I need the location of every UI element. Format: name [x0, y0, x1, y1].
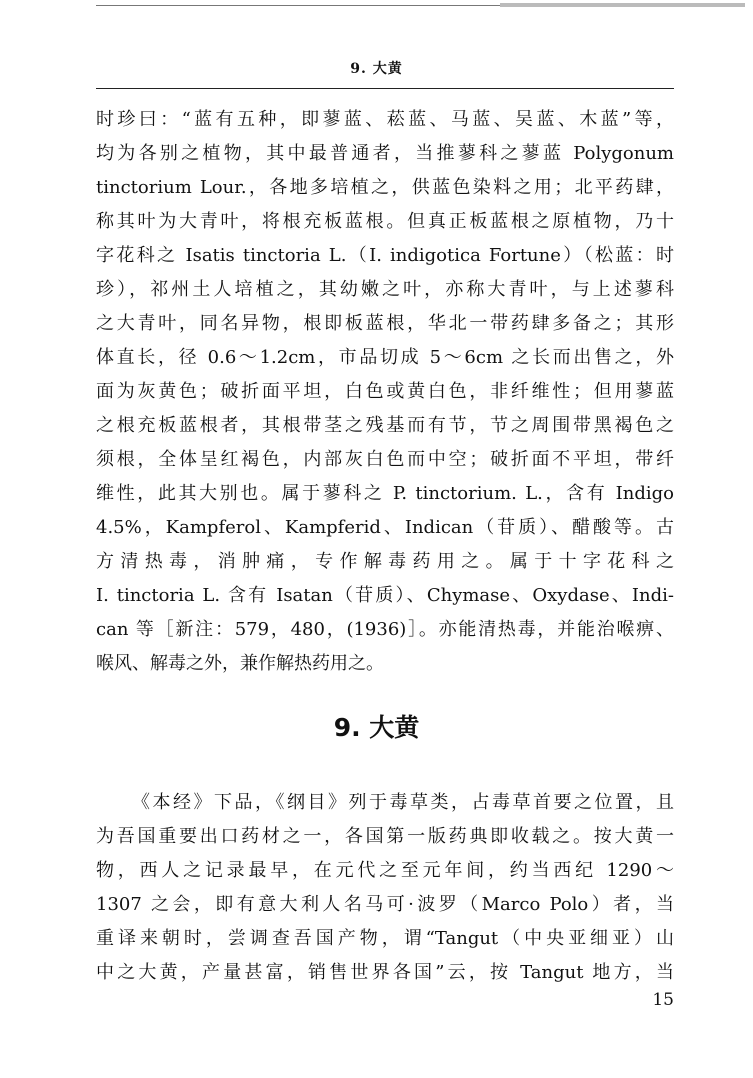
text-line: 1307 之会，即有意大利人名马可·波罗（Marco Polo）者，当	[96, 894, 674, 915]
text-line: 须根，全体呈红褐色，内部灰白色而中空；破折面不平坦，带纤	[96, 449, 674, 470]
text-line: 为吾国重要出口药材之一，各国第一版药典即收载之。按大黄一	[96, 826, 674, 847]
text-line: can 等［新注：579，480，(1936)］。亦能清热毒，并能治喉痹、	[96, 619, 674, 640]
text-line: 重译来朝时，尝调查吾国产物，谓“Tangut（中央亚细亚）山	[96, 928, 674, 949]
text-line: 4.5%，Kampferol、Kampferid、Indican（苷质）、醋酸等。古	[96, 517, 674, 538]
text-line-content: 均为各别之植物，其中最普通者，当推蓼科之蓼蓝 Polygonum	[96, 143, 674, 164]
text-line: 喉风、解毒之外，兼作解热药用之。	[96, 653, 384, 674]
top-edge-rule-heavy	[500, 3, 745, 7]
running-head: 9. 大黄	[350, 61, 403, 77]
text-line: 字花科之 Isatis tinctoria L.（I. indigotica Fortune）（松蓝：时	[96, 245, 674, 266]
paragraph-indigo	[96, 103, 674, 681]
text-line: tinctorium Lour.，各地多培植之，供蓝色染料之用；北平药肆，	[96, 177, 674, 198]
text-line: I. tinctoria L. 含有 Isatan（苷质）、Chymase、Oxydase、Indi-	[96, 585, 674, 606]
page-number: 15	[652, 990, 674, 1010]
header-rule	[96, 88, 674, 89]
text-line: 珍），祁州土人培植之，其幼嫩之叶，亦称大青叶，与上述蓼科	[96, 279, 674, 300]
text-line: 之根充板蓝根者，其根带茎之残基而有节，节之周围带黑褐色之	[96, 415, 674, 436]
section-title: 9. 大黄	[333, 713, 420, 742]
text-line: 面为灰黄色；破折面平坦，白色或黄白色，非纤维性；但用蓼蓝	[96, 381, 674, 402]
text-line: 称其叶为大青叶，将根充板蓝根。但真正板蓝根之原植物，乃十	[96, 211, 674, 232]
text-line: 中之大黄，产量甚富，销售世界各国”云，按 Tangut 地方，当	[96, 962, 674, 983]
text-line: 物，西人之记录最早，在元代之至元年间，约当西纪 1290～	[96, 860, 674, 881]
text-line: 《本经》下品，《纲目》列于毒草类，占毒草首要之位置，且	[132, 792, 674, 813]
text-line: 体直长，径 0.6～1.2cm，市品切成 5～6cm 之长而出售之，外	[96, 347, 674, 368]
text-line: 时珍曰：“蓝有五种，即蓼蓝、菘蓝、马蓝、吴蓝、木蓝”等，	[96, 109, 674, 130]
text-line	[96, 137, 674, 171]
text-line: 方清热毒，消肿痛，专作解毒药用之。属于十字花科之	[96, 551, 674, 572]
paragraph-rhubarb	[96, 786, 674, 990]
text-line: 维性，此其大别也。属于蓼科之 P. tinctorium. L.，含有 Indigo	[96, 483, 674, 504]
text-line: 之大青叶，同名异物，根即板蓝根，华北一带药肆多备之；其形	[96, 313, 674, 334]
